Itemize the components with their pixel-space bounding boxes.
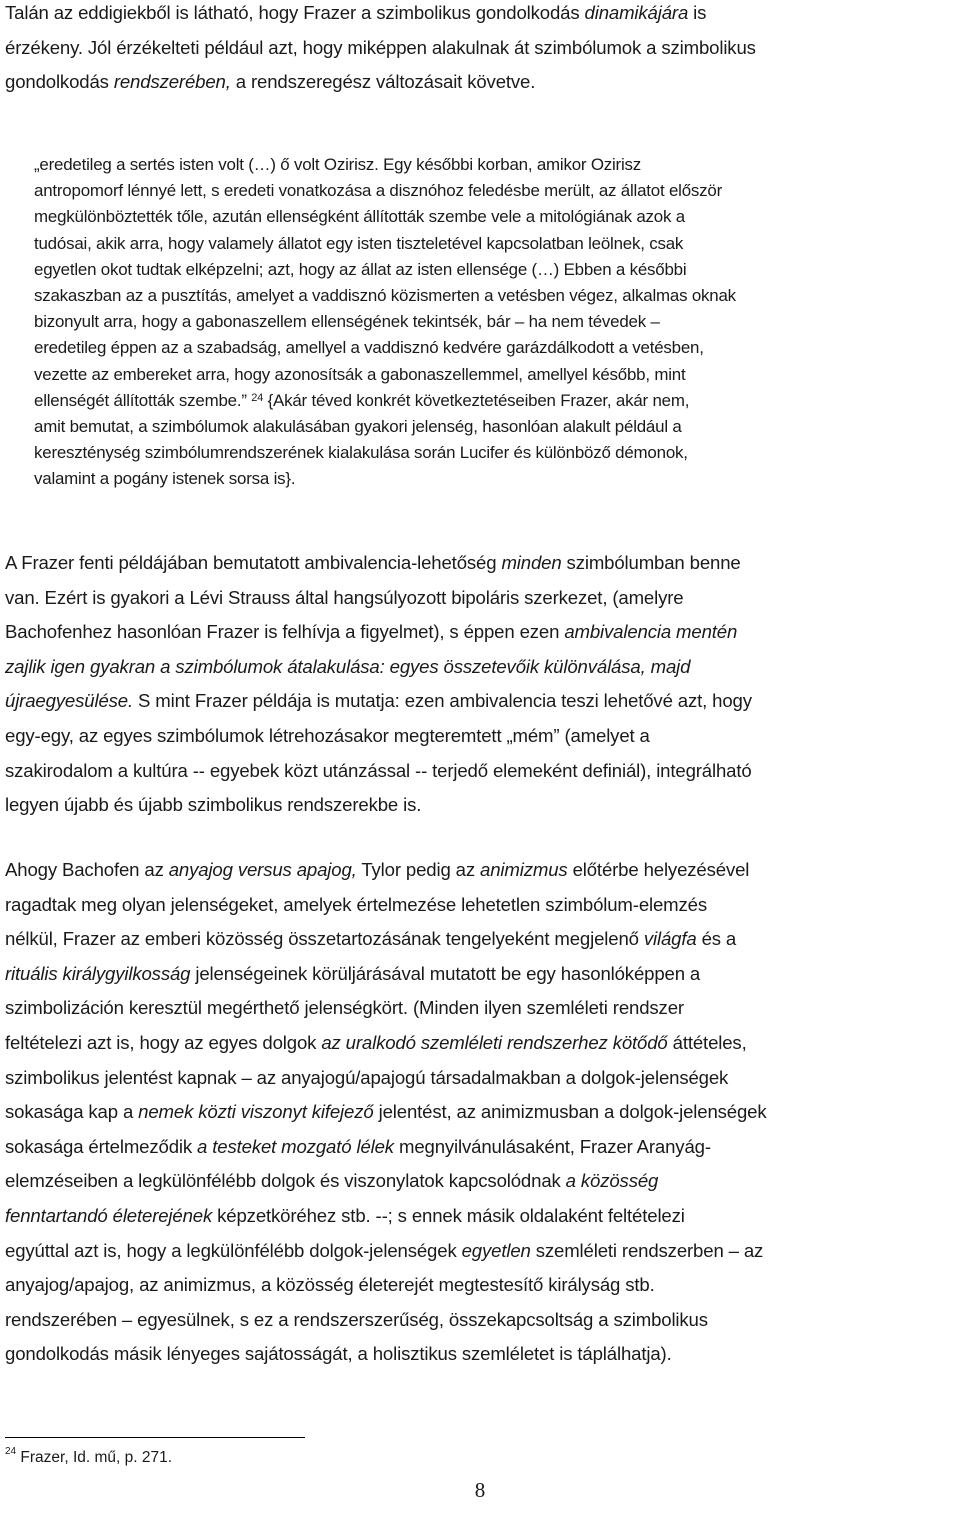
emphasis: a közösség bbox=[565, 1170, 659, 1192]
footnote-number: 24 bbox=[5, 1446, 17, 1457]
emphasis: ambivalencia mentén bbox=[564, 621, 738, 643]
text-line: legyen újabb és újabb szimbolikus rendszerekbe is. bbox=[5, 794, 422, 816]
footnote-text: Frazer, Id. mű, p. 271. bbox=[16, 1449, 173, 1466]
text-line: anyajog/apajog, az animizmus, a közösség életerejét megtestesítő királyság stb. bbox=[5, 1274, 655, 1296]
text-line: sokasága értelmeződik a testeket mozgató lélek megnyilvánulásaként, Frazer Aranyág- bbox=[5, 1135, 711, 1157]
text-line: Bachofenhez hasonlóan Frazer is felhívja a figyelmet), s éppen ezen ambivalencia mentén bbox=[5, 621, 738, 643]
emphasis: animizmus bbox=[480, 859, 568, 880]
text-line: egy-egy, az egyes szimbólumok létrehozásakor megteremtett „mém” (amelyet a bbox=[5, 724, 650, 746]
emphasis: egyetlen bbox=[461, 1239, 531, 1261]
quote-line: antropomorf lénnyé lett, s eredeti vonatkozása a disznóhoz feledésbe merült, az állatot először bbox=[34, 181, 722, 201]
paragraph-intro bbox=[5, 0, 756, 100]
quote-line: ellenségét állították szembe.” $^{24}$ {Akár téved konkrét következtetéseiben Frazer, akár nem, bbox=[34, 390, 690, 410]
emphasis: dinamikájára bbox=[584, 2, 689, 23]
emphasis: nemek közti viszonyt kifejező bbox=[138, 1101, 374, 1123]
quote-line: megkülönböztették tőle, azután ellenségként állították szembe vele a mitológiának azok a bbox=[34, 207, 685, 227]
emphasis: rendszerében, bbox=[113, 71, 231, 93]
quote-line: tudósai, akik arra, hogy valamely állatot egy isten tiszteletével kapcsolatban leölnek, csak bbox=[34, 233, 684, 253]
footnote-reference[interactable]: 24 bbox=[251, 391, 264, 404]
paragraph-ambivalence bbox=[5, 546, 752, 823]
emphasis: világfa bbox=[643, 928, 697, 950]
footnote-divider bbox=[5, 1437, 305, 1438]
quote-line: kereszténység szimbólumrendszerének kialakulása során Lucifer és különböző démonok, bbox=[34, 443, 688, 463]
text-line: érzékeny. Jól érzékelteti például azt, hogy miképpen alakulnak át szimbólumok a szimbolikus bbox=[5, 36, 756, 58]
text-line: gondolkodás másik lényeges sajátosságát, a holisztikus szemléletet is táplálhatja). bbox=[5, 1343, 672, 1365]
text-line: Talán az eddigiekből is látható, hogy Frazer a szimbolikus gondolkodás dinamikájára is bbox=[5, 2, 707, 23]
emphasis: anyajog versus apajog, bbox=[168, 859, 357, 880]
quote-line: vezette az embereket arra, hogy azonosítsák a gabonaszellemmel, amellyel később, mint bbox=[34, 364, 686, 384]
quote-line: „eredetileg a sertés isten volt (…) ő volt Ozirisz. Egy későbbi korban, amikor Ozirisz bbox=[34, 155, 642, 174]
text-line: van. Ezért is gyakori a Lévi Strauss által hangsúlyozott bipoláris szerkezet, (amelyre bbox=[5, 586, 684, 608]
text-line: Ahogy Bachofen az anyajog versus apajog, Tylor pedig az animizmus előtérbe helyezésével bbox=[5, 859, 750, 880]
emphasis: fenntartandó életerejének bbox=[5, 1204, 213, 1226]
block-quote bbox=[34, 152, 736, 493]
emphasis: minden bbox=[501, 552, 562, 573]
emphasis: a testeket mozgató lélek bbox=[197, 1135, 394, 1157]
text-line: elemzéseiben a legkülönfélébb dolgok és viszonylatok kapcsolódnak a közösség bbox=[5, 1170, 659, 1192]
text-line: szimbolikus jelentést kapnak – az anyajogú/apajogú társadalmakban a dolgok-jelenségek bbox=[5, 1066, 729, 1088]
paragraph-frazer bbox=[5, 853, 767, 1372]
text-line: rendszerében – egyesülnek, s ez a rendszerszerűség, összekapcsoltság a szimbolikus bbox=[5, 1308, 708, 1330]
text-line: újraegyesülése. S mint Frazer példája is mutatja: ezen ambivalencia teszi lehetővé azt, hogy bbox=[5, 690, 752, 712]
quote-line: eredetileg éppen az a szabadság, amellyel a vaddisznó kedvére garázdálkodott a vetésben, bbox=[34, 338, 704, 358]
text-line: A Frazer fenti példájában bemutatott ambivalencia-lehetőség minden szimbólumban benne bbox=[5, 552, 741, 573]
text-line: szakirodalom a kultúra -- egyebek közt utánzással -- terjedő elemeként definiál), integrálható bbox=[5, 759, 752, 781]
quote-line: amit bemutat, a szimbólumok alakulásában gyakori jelenség, hasonlóan alakult például a bbox=[34, 417, 682, 437]
text-line: egyúttal azt is, hogy a legkülönfélébb dolgok-jelenségek egyetlen szemléleti rendszerben – az bbox=[5, 1239, 764, 1261]
quote-line: szakaszban az a pusztítás, amelyet a vaddisznó közismerten a vetésben végez, alkalmas oknak bbox=[34, 286, 736, 306]
emphasis: az uralkodó szemléleti rendszerhez kötődő bbox=[321, 1031, 668, 1053]
quote-line: valamint a pogány istenek sorsa is}. bbox=[34, 469, 296, 489]
text-line: nélkül, Frazer az emberi közösség összetartozásának tengelyeként megjelenő világfa és a bbox=[5, 928, 737, 950]
page-number: 8 bbox=[474, 1478, 486, 1502]
text-line: szimbolizáción keresztül megérthető jelenségkört. (Minden ilyen szemléleti rendszer bbox=[5, 997, 684, 1019]
text-line: sokasága kap a nemek közti viszonyt kifejező jelentést, az animizmusban a dolgok-jelenségek bbox=[5, 1101, 767, 1123]
text-line: ragadtak meg olyan jelenségeket, amelyek értelmezése lehetetlen szimbólum-elemzés bbox=[5, 893, 708, 915]
text-line: gondolkodás rendszerében, a rendszeregész változásait követve. bbox=[5, 71, 536, 93]
text-line: rituális királygyilkosság jelenségeinek körüljárásával mutatott be egy hasonlóképpen a bbox=[5, 962, 701, 984]
emphasis: újraegyesülése. bbox=[5, 690, 133, 712]
text-line: feltételezi azt is, hogy az egyes dolgok az uralkodó szemléleti rendszerhez kötődő áttételes, bbox=[5, 1031, 747, 1053]
text-line: fenntartandó életerejének képzetköréhez stb. --; s ennek másik oldalaként feltételezi bbox=[5, 1204, 685, 1226]
quote-line: bizonyult arra, hogy a gabonaszellem ellenségének tekintsék, bár – ha nem tévedek – bbox=[34, 312, 660, 332]
text-line: zajlik igen gyakran a szimbólumok átalakulása: egyes összetevőik különválása, majd bbox=[5, 655, 691, 677]
emphasis: rituális királygyilkosság bbox=[5, 962, 191, 984]
quote-line: egyetlen okot tudtak elképzelni; azt, hogy az állat az isten ellensége (…) Ebben a későbbi bbox=[34, 259, 687, 279]
footnote bbox=[5, 1448, 172, 1468]
